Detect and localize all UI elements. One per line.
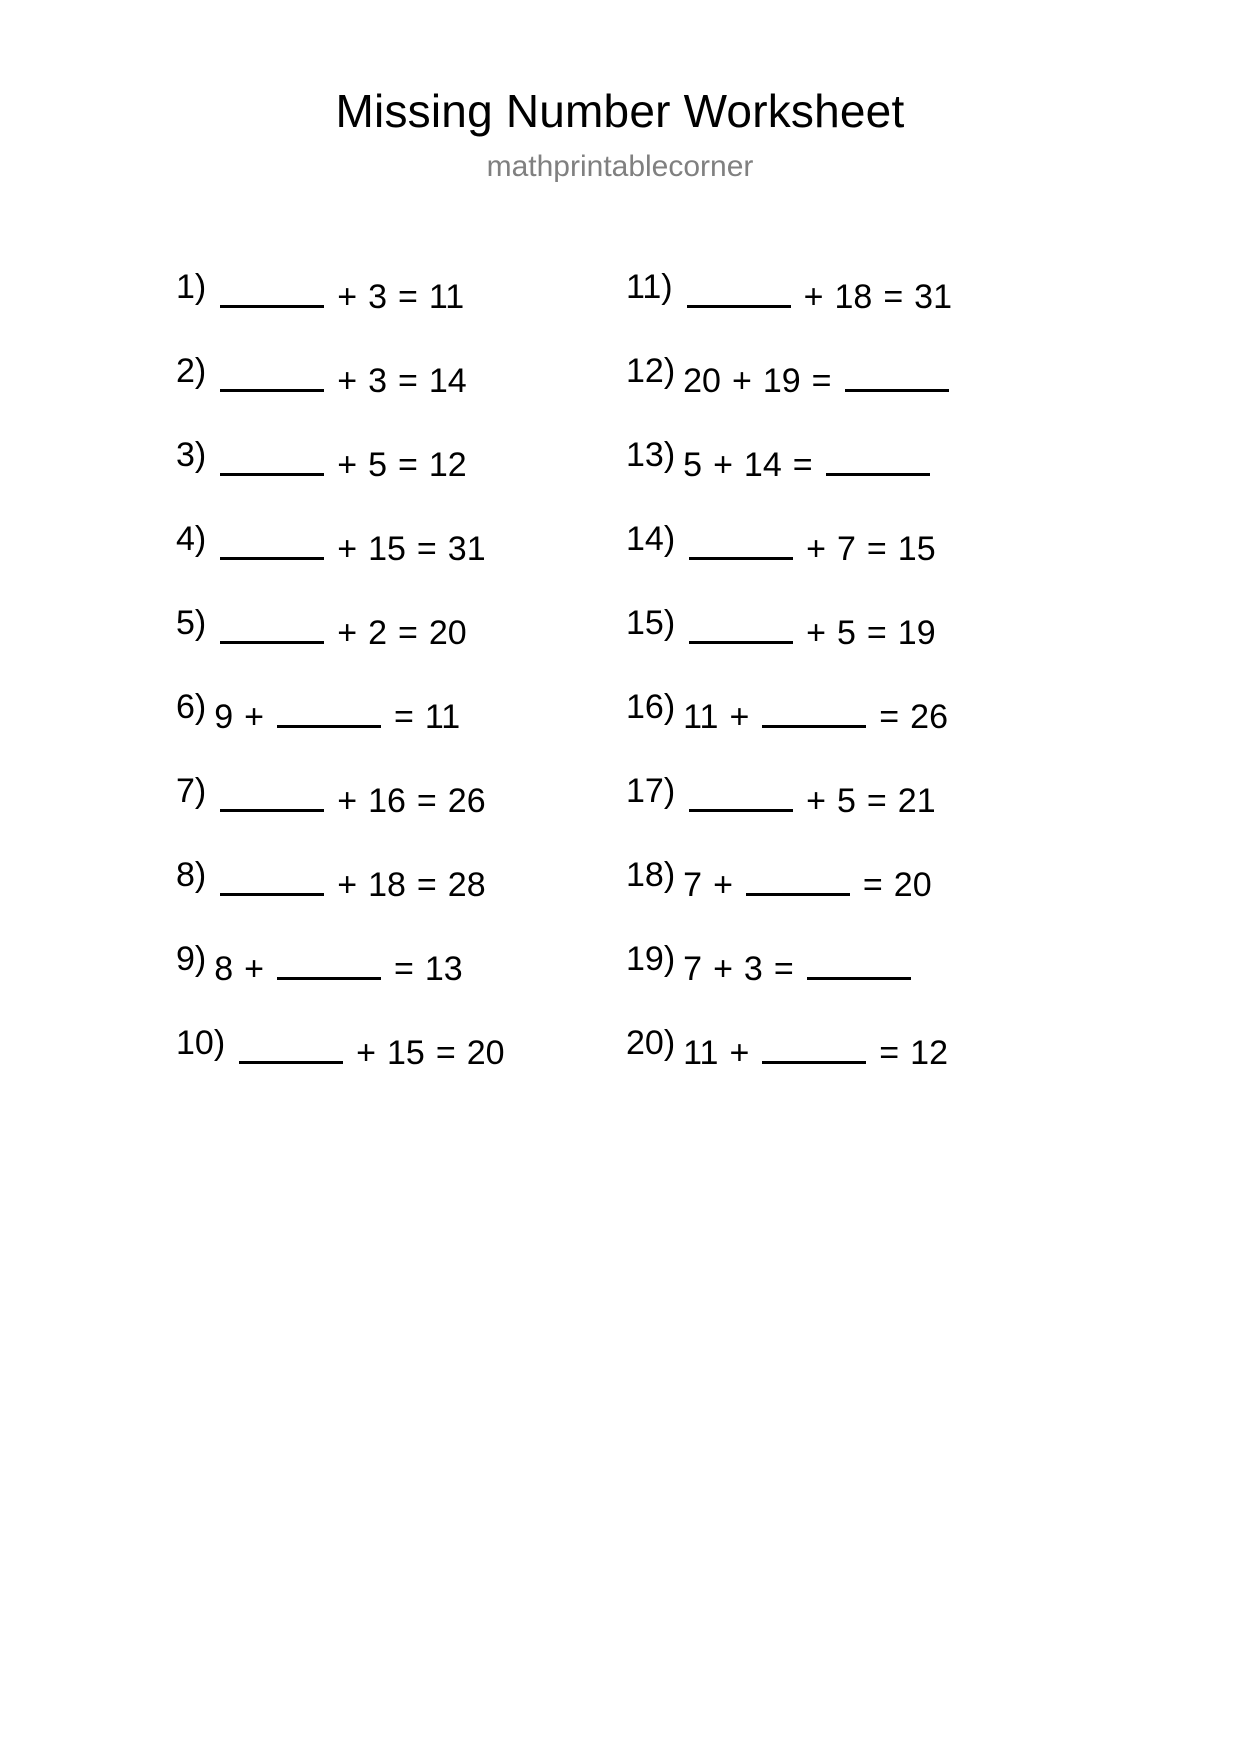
- problem-row: [176, 774, 626, 858]
- equals-operator: =: [792, 446, 813, 485]
- operand-a-blank[interactable]: [220, 774, 324, 812]
- problem-row: [626, 942, 1076, 1026]
- plus-operator: +: [729, 698, 750, 737]
- operand-b: 18: [368, 866, 406, 905]
- equals-operator: =: [773, 950, 794, 989]
- plus-operator: +: [729, 1034, 750, 1073]
- plus-operator: +: [337, 446, 358, 485]
- problem-number: 14): [626, 520, 676, 559]
- plus-operator: +: [713, 866, 733, 905]
- problem-row: [626, 606, 1076, 690]
- plus-operator: +: [337, 782, 358, 821]
- operand-a-blank[interactable]: [687, 270, 791, 308]
- problem-expression: [683, 774, 939, 821]
- problem-expression: [214, 522, 489, 569]
- problem-row: [176, 942, 626, 1026]
- result: 31: [914, 278, 952, 317]
- problem-number: 15): [626, 604, 676, 643]
- problem-column-right: [626, 270, 1076, 1110]
- equals-operator: =: [416, 782, 437, 821]
- problem-number: 12): [626, 352, 676, 391]
- equals-operator: =: [883, 278, 904, 317]
- problem-number: 5): [176, 604, 207, 643]
- operand-b: 18: [834, 278, 873, 317]
- result: 11: [424, 698, 461, 737]
- problem-expression: [683, 606, 939, 653]
- operand-a-blank[interactable]: [220, 270, 324, 308]
- problem-row: [626, 1026, 1076, 1110]
- operand-a-blank[interactable]: [220, 438, 324, 476]
- operand-b: 3: [743, 950, 763, 989]
- equals-operator: =: [394, 950, 414, 989]
- operand-a: 7: [683, 866, 703, 905]
- problem-expression: [683, 942, 917, 989]
- problem-expression: [214, 270, 468, 317]
- operand-a-blank[interactable]: [689, 606, 793, 644]
- equals-operator: =: [398, 278, 418, 317]
- operand-b-blank[interactable]: [746, 858, 850, 896]
- problem-row: [626, 858, 1076, 942]
- plus-operator: +: [244, 950, 265, 989]
- operand-a-blank[interactable]: [220, 606, 324, 644]
- result: 20: [466, 1034, 505, 1073]
- problem-expression: [214, 690, 464, 737]
- plus-operator: +: [713, 446, 733, 485]
- operand-a: 20: [683, 362, 721, 401]
- problem-number: 19): [626, 940, 676, 979]
- plus-operator: +: [713, 950, 733, 989]
- problem-expression: [214, 774, 489, 821]
- problem-row: [626, 690, 1076, 774]
- equals-operator: =: [394, 698, 414, 737]
- operand-b: 2: [368, 614, 388, 653]
- worksheet-header: [0, 0, 1240, 184]
- result: 20: [428, 614, 467, 653]
- result: 11: [428, 278, 465, 317]
- problem-expression: [683, 1026, 952, 1073]
- operand-a: 9: [214, 698, 234, 737]
- operand-a: 7: [683, 950, 703, 989]
- plus-operator: +: [356, 1034, 376, 1073]
- problem-number: 20): [626, 1024, 676, 1063]
- operand-a: 11: [683, 1034, 719, 1073]
- equals-operator: =: [398, 446, 418, 485]
- plus-operator: +: [806, 530, 826, 569]
- problem-row: [626, 438, 1076, 522]
- problem-row: [626, 270, 1076, 354]
- operand-b-blank[interactable]: [762, 1026, 866, 1064]
- result: 19: [897, 614, 936, 653]
- result: 26: [910, 698, 948, 737]
- operand-b-blank[interactable]: [762, 690, 866, 728]
- operand-a-blank[interactable]: [689, 522, 793, 560]
- result-blank[interactable]: [845, 354, 949, 392]
- plus-operator: +: [244, 698, 265, 737]
- equals-operator: =: [879, 1034, 900, 1073]
- problem-row: [626, 774, 1076, 858]
- equals-operator: =: [866, 614, 887, 653]
- operand-b: 16: [368, 782, 406, 821]
- problems-grid: [0, 270, 1240, 1110]
- problem-row: [176, 270, 626, 354]
- problem-expression: [683, 438, 935, 485]
- plus-operator: +: [337, 530, 358, 569]
- operand-b: 5: [837, 614, 856, 653]
- equals-operator: =: [416, 866, 437, 905]
- problem-number: 2): [176, 352, 207, 391]
- result: 15: [897, 530, 936, 569]
- problem-row: [176, 438, 626, 522]
- equals-operator: =: [398, 362, 418, 401]
- problem-expression: [214, 354, 470, 401]
- result-blank[interactable]: [826, 438, 930, 476]
- result: 20: [893, 866, 932, 905]
- operand-a-blank[interactable]: [220, 354, 324, 392]
- plus-operator: +: [337, 866, 358, 905]
- result: 12: [428, 446, 467, 485]
- plus-operator: +: [337, 278, 358, 317]
- operand-a: 5: [683, 446, 703, 485]
- operand-b: 3: [368, 362, 388, 401]
- problem-expression: [683, 690, 952, 737]
- result: 12: [910, 1034, 948, 1073]
- plus-operator: +: [803, 278, 824, 317]
- problem-column-left: [176, 270, 626, 1110]
- operand-b-blank[interactable]: [277, 690, 381, 728]
- operand-b: 5: [368, 446, 388, 485]
- problem-number: 16): [626, 688, 676, 727]
- plus-operator: +: [806, 614, 826, 653]
- result-blank[interactable]: [807, 942, 911, 980]
- problem-row: [176, 1026, 626, 1110]
- equals-operator: =: [862, 866, 883, 905]
- problem-expression: [214, 942, 466, 989]
- operand-b: 15: [387, 1034, 425, 1073]
- result: 14: [428, 362, 467, 401]
- operand-a: 8: [214, 950, 234, 989]
- problem-expression: [683, 354, 954, 401]
- problem-row: [176, 522, 626, 606]
- operand-b: 15: [368, 530, 406, 569]
- result: 31: [447, 530, 486, 569]
- problem-row: [176, 606, 626, 690]
- plus-operator: +: [337, 362, 358, 401]
- equals-operator: =: [866, 530, 887, 569]
- problem-expression: [233, 1026, 508, 1073]
- problem-row: [626, 354, 1076, 438]
- equals-operator: =: [866, 782, 887, 821]
- problem-number: 7): [176, 772, 207, 811]
- operand-b: 3: [368, 278, 388, 317]
- problem-number: 10): [176, 1024, 226, 1063]
- problem-expression: [683, 522, 939, 569]
- result: 21: [897, 782, 936, 821]
- problem-number: 18): [626, 856, 676, 895]
- operand-a-blank[interactable]: [239, 1026, 343, 1064]
- problem-number: 4): [176, 520, 207, 559]
- page-title: Missing Number Worksheet: [335, 85, 905, 137]
- problem-expression: [683, 858, 935, 905]
- problem-number: 8): [176, 856, 207, 895]
- problem-number: 13): [626, 436, 676, 475]
- problem-expression: [214, 858, 489, 905]
- plus-operator: +: [337, 614, 358, 653]
- operand-b: 19: [762, 362, 801, 401]
- problem-row: [176, 354, 626, 438]
- problem-number: 11): [626, 268, 673, 307]
- result: 13: [424, 950, 463, 989]
- operand-b: 5: [837, 782, 856, 821]
- operand-a: 11: [683, 698, 719, 737]
- problem-expression: [681, 270, 956, 317]
- operand-a-blank[interactable]: [689, 774, 793, 812]
- equals-operator: =: [811, 362, 832, 401]
- problem-number: 3): [176, 436, 207, 475]
- problem-number: 17): [626, 772, 676, 811]
- equals-operator: =: [398, 614, 418, 653]
- operand-a-blank[interactable]: [220, 858, 324, 896]
- plus-operator: +: [806, 782, 826, 821]
- operand-b: 7: [837, 530, 856, 569]
- page-subtitle: mathprintablecorner: [486, 149, 754, 183]
- problem-row: [626, 522, 1076, 606]
- problem-row: [176, 690, 626, 774]
- problem-number: 6): [176, 688, 207, 727]
- result: 28: [447, 866, 486, 905]
- problem-row: [176, 858, 626, 942]
- equals-operator: =: [879, 698, 900, 737]
- result: 26: [447, 782, 486, 821]
- equals-operator: =: [416, 530, 437, 569]
- problem-expression: [214, 438, 470, 485]
- operand-a-blank[interactable]: [220, 522, 324, 560]
- operand-b: 14: [743, 446, 782, 485]
- problem-expression: [214, 606, 470, 653]
- plus-operator: +: [731, 362, 752, 401]
- problem-number: 1): [176, 268, 207, 307]
- equals-operator: =: [435, 1034, 456, 1073]
- problem-number: 9): [176, 940, 207, 979]
- operand-b-blank[interactable]: [277, 942, 381, 980]
